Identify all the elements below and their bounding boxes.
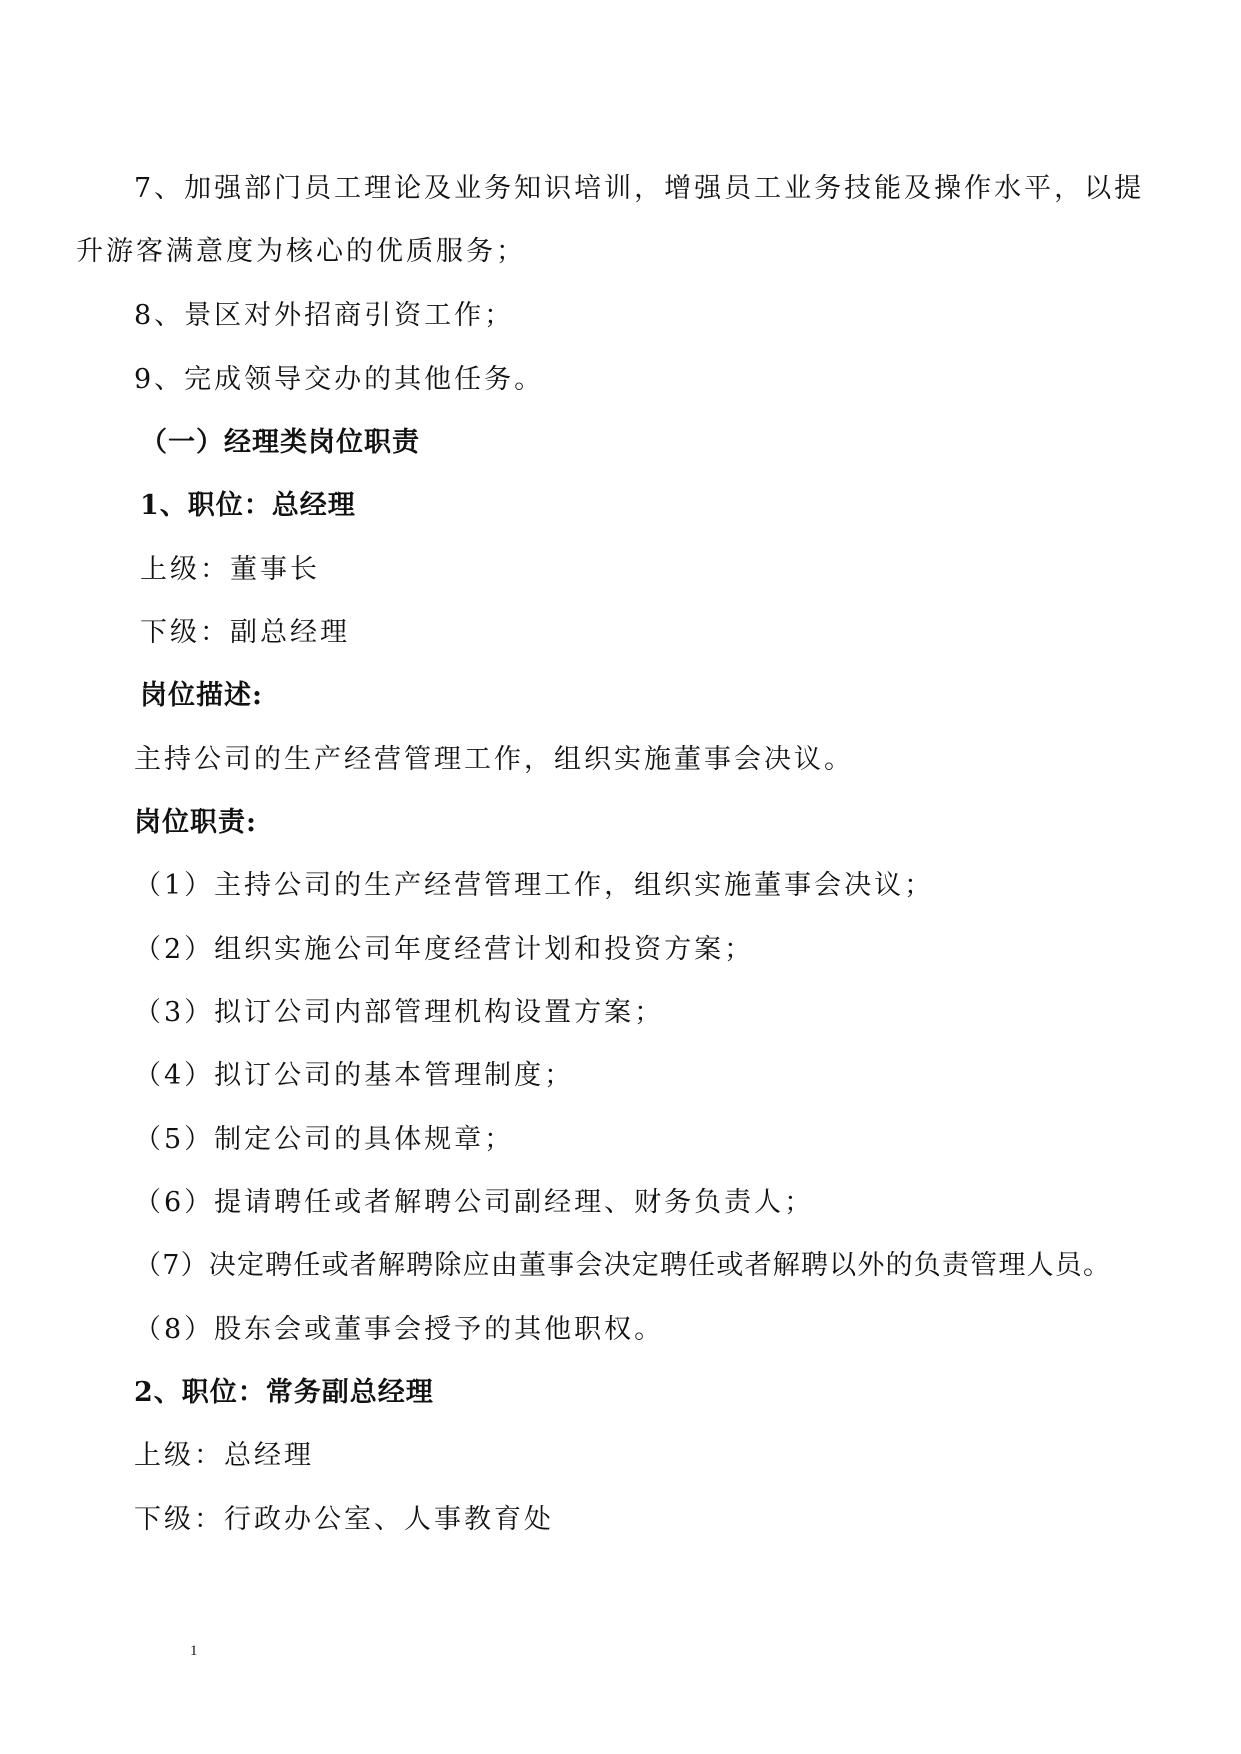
duty-item-8: （8）股东会或董事会授予的其他职权。 — [134, 1314, 665, 1345]
page-number: 1 — [190, 1643, 198, 1659]
position-2-superior: 上级：总经理 — [134, 1440, 314, 1471]
intro-item-7-line-2: 升游客满意度为核心的优质服务； — [76, 236, 526, 267]
position-1-description: 主持公司的生产经营管理工作，组织实施董事会决议。 — [134, 744, 854, 775]
position-2-subordinate: 下级：行政办公室、人事教育处 — [134, 1504, 554, 1535]
intro-item-7-line-1: 7、加强部门员工理论及业务知识培训，增强员工业务技能及操作水平，以提 — [134, 173, 1145, 204]
position-1-title: 1、职位：总经理 — [140, 490, 356, 521]
position-1-description-heading: 岗位描述: — [140, 680, 263, 711]
position-1-duties-heading: 岗位职责: — [134, 807, 257, 838]
duty-item-6: （6）提请聘任或者解聘公司副经理、财务负责人； — [134, 1187, 815, 1218]
duty-item-5: （5）制定公司的具体规章； — [134, 1124, 515, 1155]
duty-item-2: （2）组织实施公司年度经营计划和投资方案； — [134, 934, 755, 965]
duty-item-7: （7）决定聘任或者解聘除应由董事会决定聘任或者解聘以外的负责管理人员。 — [134, 1250, 1112, 1281]
position-1-subordinate: 下级：副总经理 — [140, 617, 350, 648]
duty-item-1: （1）主持公司的生产经营管理工作，组织实施董事会决议； — [134, 870, 935, 901]
position-1-superior: 上级：董事长 — [140, 554, 320, 585]
section-title: （一）经理类岗位职责 — [140, 427, 420, 458]
intro-item-8: 8、景区对外招商引资工作； — [134, 300, 515, 331]
position-2-title: 2、职位：常务副总经理 — [134, 1377, 434, 1408]
duty-item-3: （3）拟订公司内部管理机构设置方案； — [134, 997, 665, 1028]
duty-item-4: （4）拟订公司的基本管理制度； — [134, 1060, 575, 1091]
intro-item-9: 9、完成领导交办的其他任务。 — [134, 364, 545, 395]
